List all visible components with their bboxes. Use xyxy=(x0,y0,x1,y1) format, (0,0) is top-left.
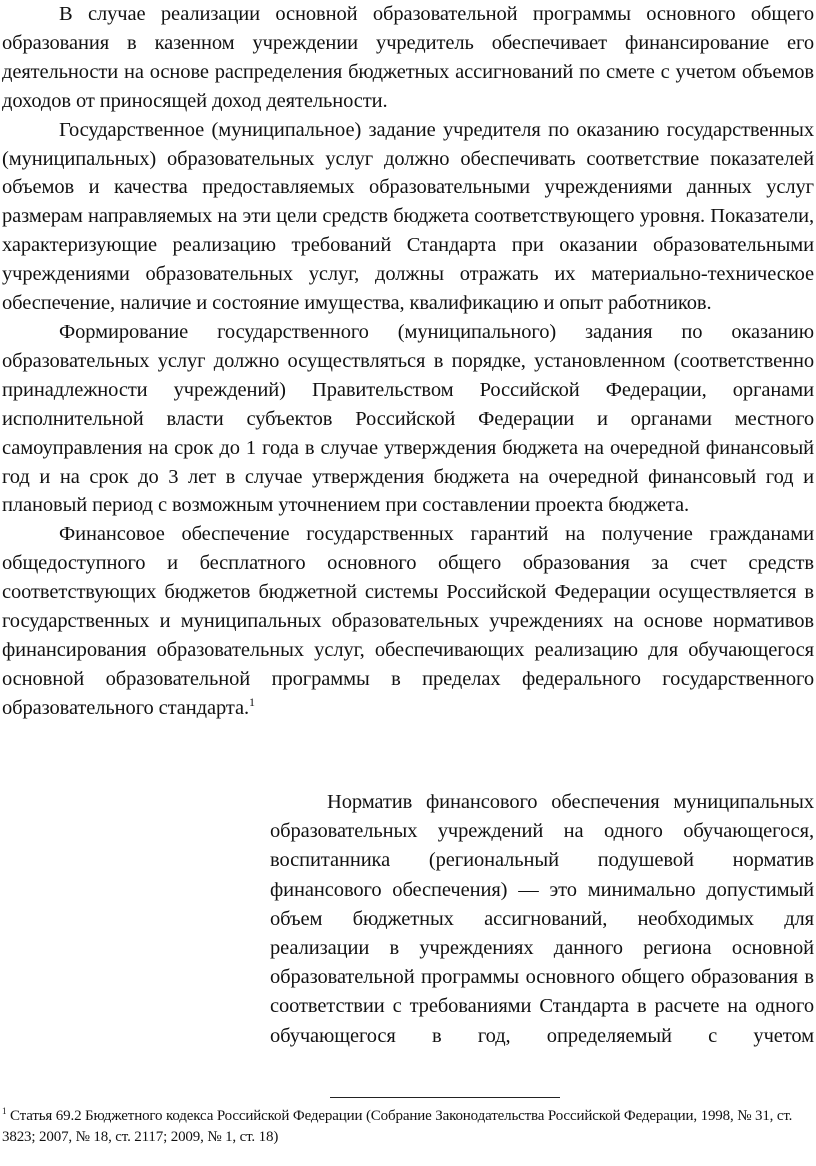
paragraph-3-text: Формирование государственного (муниципального) задания по оказанию образовательных услуг должно осуществляться в порядке, установленном (соответственно принадлежности учреждений) Правительством Российской Федерации, органами исполнительной власти субъектов Российской Федерации и органами местного самоуправления на срок до 1 года в случае утверждения бюджета на очередной финансовый год и на срок до 3 лет в случае утверждения бюджета на очередной финансовый год и плановый период с возможным уточнением при составлении проекта бюджета. xyxy=(2,320,814,517)
main-body-text xyxy=(2,0,814,723)
footnote-separator xyxy=(330,1097,560,1098)
normative-definition-text: Норматив финансового обеспечения муниципальных образовательных учреждений на одного обучающегося, воспитанника (региональный подушевой норматив финансового обеспечения) — это минимально допустимый объем бюджетных ассигнований, необходимых для реализации в учреждениях данного региона основной образовательной программы основного общего образования в соответствии с требованиями Стандарта в расчете на одного обучающегося в год, определяемый с учетом xyxy=(270,791,814,1047)
paragraph-state-assignment xyxy=(2,116,814,318)
footnote-marker: 1 xyxy=(2,1106,7,1116)
paragraph-4-text: Финансовое обеспечение государственных гарантий на получение гражданами общедоступного и бесплатного основного общего образования за счет средств соответствующих бюджетов бюджетной системы Российской Федерации осуществляется в государственных и муниципальных образовательных учреждениях на основе нормативов финансирования образовательных услуг, обеспечивающих реализацию для обучающегося основной образовательной программы в пределах федерального государственного образовательного стандарта. xyxy=(2,523,814,719)
paragraph-financial-guarantees xyxy=(2,520,814,722)
footnote-reference[interactable]: 1 xyxy=(248,694,255,709)
footnote xyxy=(2,1106,814,1148)
paragraph-1-text: В случае реализации основной образовательной программы основного общего образования в казенном учреждении учредитель обеспечивает финансирование его деятельности на основе распределения бюджетных ассигнований по смете с учетом объемов доходов от приносящей доход деятельности. xyxy=(2,3,814,112)
paragraph-assignment-formation xyxy=(2,318,814,520)
paragraph-2-text: Государственное (муниципальное) задание учредителя по оказанию государственных (муниципальных) образовательных услуг должно обеспечивать соответствие показателей объемов и качества предоставляемых образовательными учреждениями данных услуг размерам направляемых на эти цели средств бюджета соответствующего уровня. Показатели, характеризующие реализацию требований Стандарта при оказании образовательными учреждениями образовательных услуг, должны отражать их материально-техническое обеспечение, наличие и состояние имущества, квалификацию и опыт работников. xyxy=(2,118,814,315)
normative-definition-block xyxy=(270,788,814,1051)
paragraph-state-institution-financing xyxy=(2,0,814,116)
footnote-text: Статья 69.2 Бюджетного кодекса Российской Федерации (Собрание Законодательства Российской Федерации, 1998, № 31, ст. 3823; 2007, № 18, ст. 2117; 2009, № 1, ст. 18) xyxy=(2,1108,793,1145)
